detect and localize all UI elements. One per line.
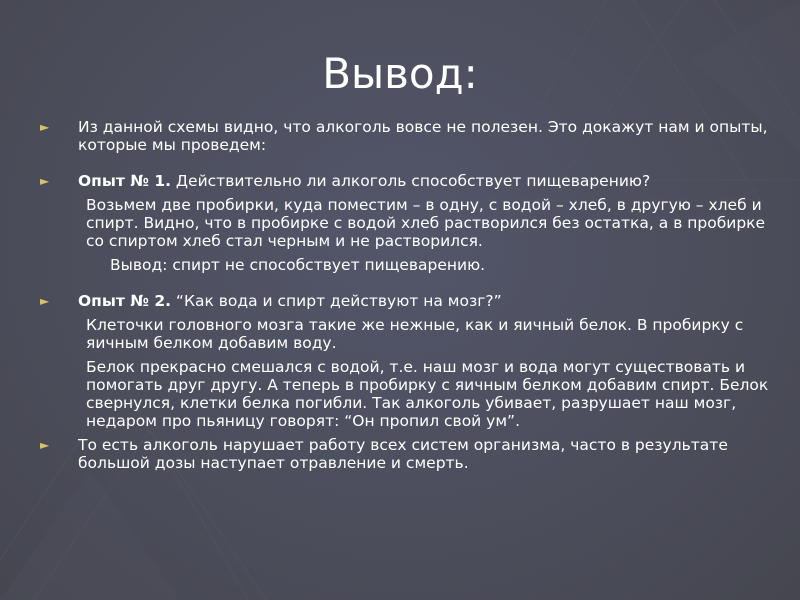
experiment-2-body-1: Клеточки головного мозга такие же нежные, как и яичный белок. В пробирку с яичным белком добавим воду. — [86, 316, 744, 352]
slide-content — [38, 118, 778, 472]
experiment-1-body: Возьмем две пробирки, куда поместим – в одну, с водой – хлеб, в другую – хлеб и спирт. Видно, что в пробирке с водой хлеб растворился без остатка, а в пробирке со спиртом хлеб стал черным и не растворился. — [86, 196, 766, 250]
bullet-arrow-icon: ► — [40, 120, 50, 134]
experiment-1-label: Опыт № 1. — [78, 172, 171, 190]
experiment-1-conclusion: Вывод: спирт не способствует пищеварению. — [110, 256, 486, 274]
experiment-2-label: Опыт № 2. — [78, 292, 171, 310]
bullet-arrow-icon: ► — [40, 174, 50, 188]
experiment-2-heading — [78, 292, 778, 310]
intro-item — [38, 118, 778, 154]
experiment-2-body-2: Белок прекрасно смешался с водой, т.е. наш мозг и вода могут существовать и помогать друг другу. А теперь в пробирку с яичным белком добавим спирт. Белок свернулся, клетки белка погибли. Так алкоголь убивает, разрушает наш мозг, недаром про пьяницу говорят: “Он пропил свой ум”. — [86, 358, 769, 430]
intro-text: Из данной схемы видно, что алкоголь вовсе не полезен. Это докажут нам и опыты, которые мы проведем: — [78, 118, 768, 154]
experiment-2-question: “Как вода и спирт действуют на мозг?” — [171, 292, 502, 310]
final-text: То есть алкоголь нарушает работу всех систем организма, часто в результате большой дозы наступает отравление и смерть. — [78, 436, 728, 472]
experiment-1-question: Действительно ли алкоголь способствует пищеварению? — [171, 172, 651, 190]
experiment-2-item — [38, 292, 778, 430]
experiment-1-heading — [78, 172, 778, 190]
slide-title: Вывод: — [322, 49, 478, 98]
final-item — [38, 436, 778, 472]
bullet-arrow-icon: ► — [40, 294, 50, 308]
spacer — [38, 154, 778, 172]
bullet-arrow-icon: ► — [40, 438, 50, 452]
experiment-1-item — [38, 172, 778, 274]
spacer — [38, 274, 778, 292]
